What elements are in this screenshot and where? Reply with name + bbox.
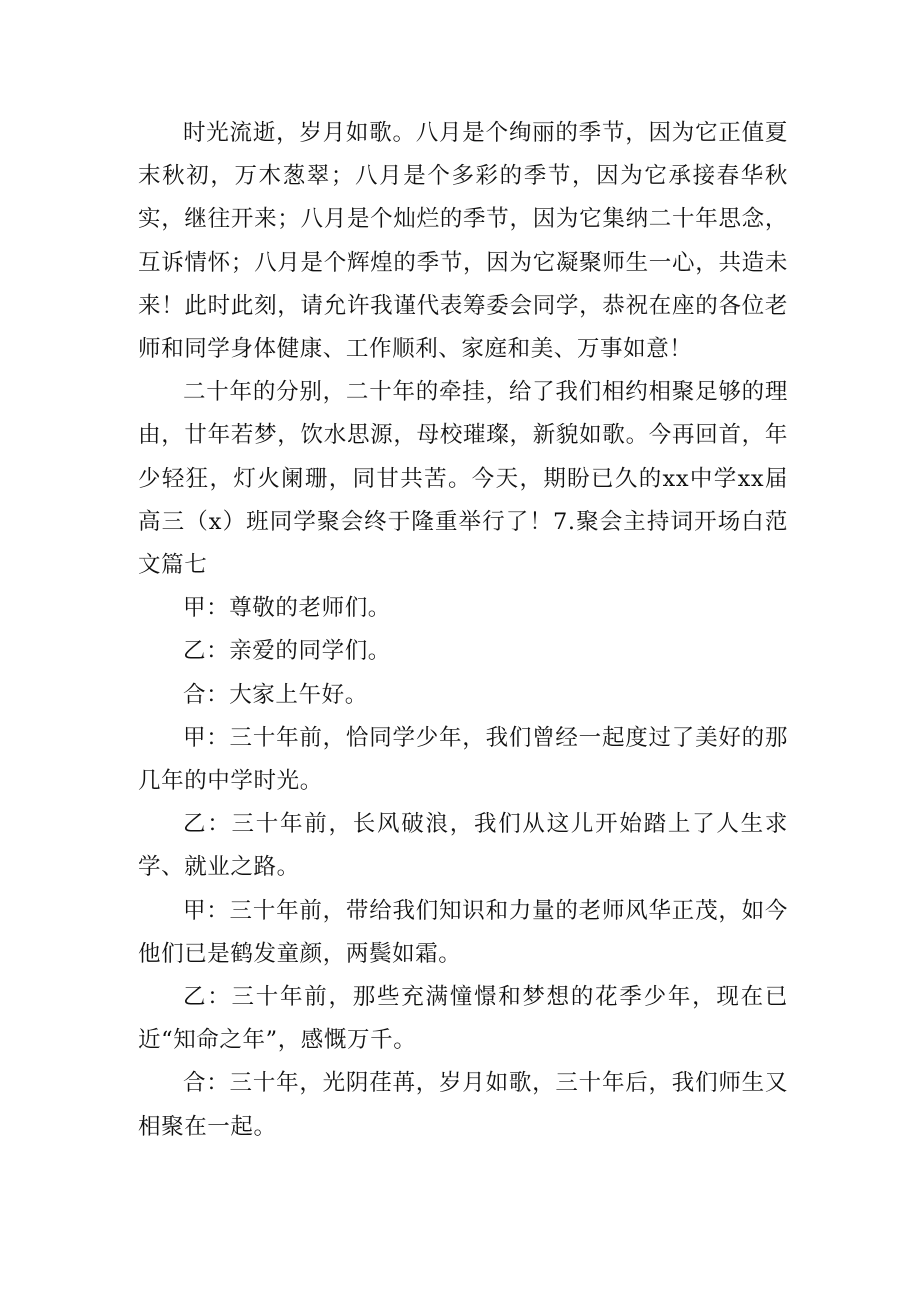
dialogue-line: 甲：尊敬的老师们。	[183, 595, 391, 622]
dialogue-line: 乙：亲爱的同学们。	[183, 638, 391, 665]
dialogue-line: 合：大家上午好。	[183, 681, 368, 708]
dialogue-line: 合：三十年，光阴荏苒，岁月如歌，三十年后，我们师生又相聚在一起。	[138, 1070, 788, 1140]
dialogue-line: 甲：三十年前，恰同学少年，我们曾经一起度过了美好的那几年的中学时光。	[138, 724, 788, 795]
dialogue-line: 乙：三十年前，那些充满憧憬和梦想的花季少年，现在已近“知命之年”，感慨万千。	[138, 984, 788, 1054]
document-body	[138, 112, 788, 1149]
dialogue-line: 乙：三十年前，长风破浪，我们从这儿开始踏上了人生求学、就业之路。	[138, 811, 788, 881]
dialogue-line: 甲：三十年前，带给我们知识和力量的老师风华正茂，如今他们已是鹤发童颜，两鬓如霜。	[138, 897, 788, 967]
paragraph-opening: 时光流逝，岁月如歌。八月是个绚丽的季节，因为它正值夏末秋初，万木葱翠；八月是个多彩的季节，因为它承接春华秋实，继往开来；八月是个灿烂的季节，因为它集纳二十年思念，互诉情怀；八月是个辉煌的季节，因为它凝聚师生一心，共造未来！此时此刻，请允许我谨代表筹委会同学，恭祝在座的各位老师和同学身体健康、工作顺利、家庭和美、万事如意！	[138, 120, 788, 363]
paragraph-reunion: 二十年的分别，二十年的牵挂，给了我们相约相聚足够的理由，廿年若梦，饮水思源，母校璀璨，新貌如歌。今再回首，年少轻狂，灯火阑珊，同甘共苦。今天，期盼已久的xx中学xx届高三（x）班同学聚会终于隆重举行了！7.聚会主持词开场白范文篇七	[138, 379, 788, 579]
